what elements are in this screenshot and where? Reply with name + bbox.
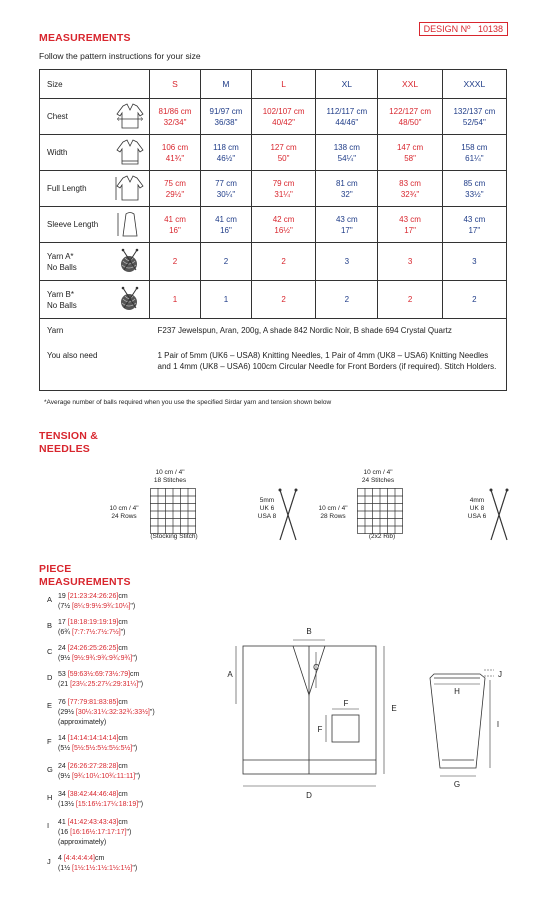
sleeve-xxxl-in: 17" <box>468 225 481 235</box>
need-info-text: 1 Pair of 5mm (UK6 – USA8) Knitting Needles, 1 Pair of 4mm (UK8 – USA6) Knitting Needles and 1 4mm (UK8 – USA6) 100cm Circular Needle for Front Borders (if required). Stitch Holders. <box>157 351 497 371</box>
label-e: E <box>391 704 397 713</box>
label-i: I <box>496 720 500 729</box>
label-f: F <box>343 699 349 708</box>
piece-main-unit: cm <box>118 699 128 706</box>
piece-item-i <box>47 818 132 848</box>
length-l-cm: 79 cm <box>272 178 295 188</box>
piece-letter: F <box>47 737 52 746</box>
design-number-box <box>419 22 508 36</box>
chest-l-cm: 102/107 cm <box>262 106 305 116</box>
width-icon <box>111 135 150 171</box>
chest-xxl-cm: 122/127 cm <box>389 106 431 116</box>
piece-alt-unit: ") <box>138 801 144 808</box>
chest-l-in: 40/42" <box>272 117 296 127</box>
label-h: H <box>454 687 460 696</box>
needle-right-size: 4mm UK 8 USA 6 <box>467 497 487 520</box>
full-length-label: Full Length <box>40 171 112 207</box>
piece-item-b <box>47 618 128 638</box>
piece-alt-unit: ") <box>130 603 136 610</box>
tension-right-side: 10 cm / 4" 28 Rows <box>318 505 348 520</box>
chest-xl-in: 44/46" <box>335 117 359 127</box>
size-xl: XL <box>316 70 378 99</box>
piece-alt-range: [8¼:9:9½:9¾:10¼] <box>72 603 131 610</box>
piece-item-h <box>47 790 144 810</box>
label-f2: F <box>317 725 323 734</box>
width-l-in: 50" <box>277 153 290 163</box>
piece-letter: G <box>47 765 53 774</box>
piece-letter: A <box>47 595 53 604</box>
piece-letter: J <box>47 857 51 866</box>
length-xxl-in: 32¾" <box>400 189 420 199</box>
size-m: M <box>200 70 251 99</box>
piece-alt-value: (6¾ <box>58 629 71 636</box>
piece-alt-unit: ") <box>132 655 138 662</box>
width-xl-cm: 138 cm <box>333 142 360 152</box>
piece-item-e <box>47 698 155 728</box>
piece-letter: H <box>47 793 53 802</box>
chest-m-cm: 91/97 cm <box>209 106 243 116</box>
piece-alt-value: (1½ <box>58 865 71 872</box>
sleeve-xl-cm: 43 cm <box>335 214 358 224</box>
yarn-a-m: 2 <box>200 243 251 281</box>
width-xxxl-cm: 158 cm <box>461 142 488 152</box>
yarn-a-l: 2 <box>251 243 315 281</box>
piece-alt-range: [23¼:25:27¼:29:31¼] <box>70 681 139 688</box>
length-m-in: 30¼" <box>216 189 236 199</box>
sleeve-xl-in: 17" <box>340 225 353 235</box>
yarn-b-sub: No Balls <box>47 300 77 310</box>
yarn-b-xxxl: 2 <box>442 281 506 319</box>
length-s-cm: 75 cm <box>164 178 186 188</box>
piece-main-range: [4:4:4:4:4] <box>63 855 95 862</box>
piece-alt-range: [9¾:10¼:10¾:11:11] <box>72 773 136 780</box>
measurements-table <box>39 69 507 391</box>
label-a: A <box>227 670 233 679</box>
size-label: Size <box>40 70 112 99</box>
piece-main-unit: cm <box>118 819 128 826</box>
yarn-a-xxl: 3 <box>378 243 442 281</box>
piece-alt-unit: ") <box>126 829 132 836</box>
piece-alt-range: [1½:1½:1½:1½:1½] <box>72 865 133 872</box>
width-xxl-cm: 147 cm <box>396 142 424 152</box>
chest-s-in: 32/34" <box>163 117 187 127</box>
size-row <box>40 70 507 99</box>
piece-main-value: 76 <box>58 699 66 706</box>
piece-alt-unit: ") <box>138 681 144 688</box>
width-m-cm: 118 cm <box>213 142 239 152</box>
piece-main-range: [77:79:81:83:85] <box>67 699 119 706</box>
yarn-b-s: 1 <box>150 281 201 319</box>
piece-item-d <box>47 670 144 690</box>
full-length-row <box>40 171 507 207</box>
width-m-in: 46½" <box>216 153 236 163</box>
length-xxl-cm: 83 cm <box>399 178 421 188</box>
tension-right-top: 10 cm / 4" 24 Stitches <box>361 469 395 484</box>
piece-main-value: 24 <box>58 645 66 652</box>
piece-alt-value: (7½ <box>58 603 71 610</box>
width-s-in: 41¾" <box>165 153 185 163</box>
tension-left-side: 10 cm / 4" 24 Rows <box>109 505 139 520</box>
piece-main-value: 17 <box>58 619 66 626</box>
piece-alt-range: [5½:5½:5½:5½:5½] <box>72 745 133 752</box>
sleeve-s-in: 16" <box>169 225 181 235</box>
piece-alt-value: (16 <box>58 829 69 836</box>
yarn-b-label: Yarn B* <box>47 289 74 299</box>
length-m-cm: 77 cm <box>215 178 237 188</box>
length-s-in: 29½" <box>165 189 185 199</box>
yarn-b-l: 2 <box>251 281 315 319</box>
piece-alt-range: [16:16½:17:17:17] <box>70 829 127 836</box>
piece-alt-unit: ") <box>132 865 138 872</box>
piece-main-range: [38:42:44:46:48] <box>67 791 119 798</box>
needle-left-size: 5mm UK 6 USA 8 <box>257 497 277 520</box>
yarn-ball-icon <box>111 243 150 281</box>
piece-alt-value: (5½ <box>58 745 71 752</box>
piece-letter: C <box>47 647 53 656</box>
full-length-icon <box>111 171 150 207</box>
chest-xl-cm: 112/117 cm <box>326 106 368 116</box>
tension-title: TENSION & NEEDLES <box>39 430 98 455</box>
length-l-in: 31¼" <box>274 189 293 199</box>
piece-main-unit: cm <box>118 735 128 742</box>
tension-left-caption: (Stocking Stitch) <box>150 533 198 540</box>
piece-letter: E <box>47 701 53 710</box>
yarn-ball-icon <box>111 281 150 319</box>
piece-note: (approximately) <box>58 719 107 726</box>
size-l: L <box>251 70 315 99</box>
piece-main-value: 24 <box>58 763 66 770</box>
piece-main-unit: cm <box>95 855 105 862</box>
length-xl-cm: 81 cm <box>335 178 358 188</box>
width-label: Width <box>40 135 112 171</box>
label-c: C <box>313 663 319 672</box>
design-label: DESIGN Nº <box>423 24 471 34</box>
sleeve-icon <box>111 207 150 243</box>
size-xxxl: XXXL <box>442 70 506 99</box>
sleeve-l-cm: 42 cm <box>272 214 295 224</box>
garment-diagram <box>222 620 522 810</box>
piece-main-value: 41 <box>58 819 66 826</box>
chest-s-cm: 81/86 cm <box>158 106 192 116</box>
sleeve-xxl-cm: 43 cm <box>399 214 421 224</box>
width-l-cm: 127 cm <box>270 142 297 152</box>
piece-alt-value: (9½ <box>58 655 71 662</box>
yarn-a-xxxl: 3 <box>442 243 506 281</box>
piece-main-range: [21:23:24:26:26] <box>67 593 119 600</box>
length-xxxl-in: 33½" <box>465 189 484 199</box>
tension-grid-right <box>357 488 403 534</box>
piece-main-value: 14 <box>58 735 66 742</box>
tension-right-caption: (2x2 Rib) <box>368 533 396 540</box>
label-g: G <box>453 780 461 789</box>
piece-main-unit: cm <box>130 671 140 678</box>
yarn-a-row <box>40 243 507 281</box>
pieces-title: PIECE MEASUREMENTS <box>39 563 131 588</box>
tension-left-top: 10 cm / 4" 18 Stitches <box>153 469 187 484</box>
length-xxxl-cm: 85 cm <box>463 178 486 188</box>
chest-xxxl-cm: 132/137 cm <box>453 106 496 116</box>
body-outline <box>243 646 376 774</box>
piece-main-range: [14:14:14:14:14] <box>67 735 119 742</box>
sleeve-l-in: 16½" <box>274 225 293 235</box>
label-b: B <box>306 627 312 636</box>
yarn-b-row <box>40 281 507 319</box>
piece-main-range: [59:63½:69:73½:79] <box>67 671 131 678</box>
yarn-a-sub: No Balls <box>47 262 77 272</box>
piece-main-unit: cm <box>118 791 128 798</box>
chest-m-in: 36/38" <box>214 117 238 127</box>
piece-main-unit: cm <box>118 645 128 652</box>
piece-main-value: 53 <box>58 671 66 678</box>
piece-alt-value: (29½ <box>58 709 74 716</box>
piece-alt-value: (13½ <box>58 801 74 808</box>
page-title: MEASUREMENTS <box>39 32 131 44</box>
piece-main-range: [41:42:43:43:43] <box>67 819 119 826</box>
width-row <box>40 135 507 171</box>
piece-item-j <box>47 854 138 874</box>
yarn-a-label: Yarn A* <box>47 251 74 261</box>
piece-main-value: 4 <box>58 855 62 862</box>
footnote: *Average number of balls required when you use the specified Sirdar yarn and tension shown below <box>44 399 332 406</box>
label-j: J <box>498 670 502 679</box>
piece-alt-range: [7:7:7½:7½:7½] <box>72 629 121 636</box>
length-xl-in: 32" <box>340 189 353 199</box>
yarn-b-xxl: 2 <box>378 281 442 319</box>
piece-main-unit: cm <box>118 593 128 600</box>
piece-alt-unit: ") <box>135 773 141 780</box>
chest-row <box>40 99 507 135</box>
chest-xxl-in: 48/50" <box>398 117 422 127</box>
width-xxl-in: 58" <box>404 153 416 163</box>
piece-alt-range: [15:16½:17¼:18:19] <box>75 801 139 808</box>
piece-alt-range: [30¼:31¼:32:32¾:33½] <box>75 709 150 716</box>
piece-main-range: [24:26:25:26:25] <box>67 645 119 652</box>
piece-alt-value: (21 <box>58 681 69 688</box>
piece-alt-unit: ") <box>120 629 126 636</box>
piece-alt-value: (9½ <box>58 773 71 780</box>
piece-item-a <box>47 592 136 612</box>
piece-item-f <box>47 734 138 754</box>
piece-main-value: 34 <box>58 791 66 798</box>
piece-alt-range: [9½:9¾:9¾:9¾:9¾] <box>72 655 133 662</box>
yarn-b-m: 1 <box>200 281 251 319</box>
piece-item-g <box>47 762 141 782</box>
sleeve-m-cm: 41 cm <box>215 214 237 224</box>
chest-label: Chest <box>40 99 112 135</box>
yarn-a-xl: 3 <box>316 243 378 281</box>
width-s-cm: 106 cm <box>161 142 189 152</box>
piece-main-range: [26:26:27:28:28] <box>67 763 119 770</box>
yarn-info-row <box>40 319 507 391</box>
sleeve-m-in: 16" <box>220 225 232 235</box>
yarn-b-xl: 2 <box>316 281 378 319</box>
piece-letter: D <box>47 673 53 682</box>
sleeve-length-label: Sleeve Length <box>40 207 112 243</box>
chest-xxxl-in: 52/54" <box>462 117 486 127</box>
yarn-a-s: 2 <box>150 243 201 281</box>
piece-main-unit: cm <box>118 763 128 770</box>
sleeve-length-row <box>40 207 507 243</box>
needles-icon <box>488 488 510 542</box>
piece-item-c <box>47 644 138 664</box>
chest-icon <box>111 99 150 135</box>
label-d: D <box>306 791 312 800</box>
piece-note: (approximately) <box>58 839 107 846</box>
sleeve-xxl-in: 17" <box>404 225 416 235</box>
piece-main-range: [18:18:19:19:19] <box>67 619 119 626</box>
piece-main-unit: cm <box>118 619 128 626</box>
sleeve-s-cm: 41 cm <box>164 214 186 224</box>
yarn-info-label: Yarn <box>47 326 64 335</box>
piece-alt-unit: ") <box>132 745 138 752</box>
size-s: S <box>150 70 201 99</box>
need-info-label: You also need <box>47 351 98 360</box>
design-number: 10138 <box>477 24 503 34</box>
needles-icon <box>277 488 299 542</box>
width-xl-in: 54¼" <box>337 153 357 163</box>
subtitle: Follow the pattern instructions for your size <box>39 51 201 61</box>
size-xxl: XXL <box>378 70 442 99</box>
piece-letter: I <box>47 821 50 830</box>
piece-alt-unit: ") <box>149 709 155 716</box>
piece-letter: B <box>47 621 53 630</box>
pocket <box>332 715 359 742</box>
yarn-info-text: F237 Jewelspun, Aran, 200g, A shade 842 Nordic Noir, B shade 694 Crystal Quartz <box>157 326 452 335</box>
piece-main-value: 19 <box>58 593 66 600</box>
tension-grid-left <box>150 488 196 534</box>
sleeve-xxxl-cm: 43 cm <box>463 214 486 224</box>
width-xxxl-in: 61¼" <box>465 153 484 163</box>
